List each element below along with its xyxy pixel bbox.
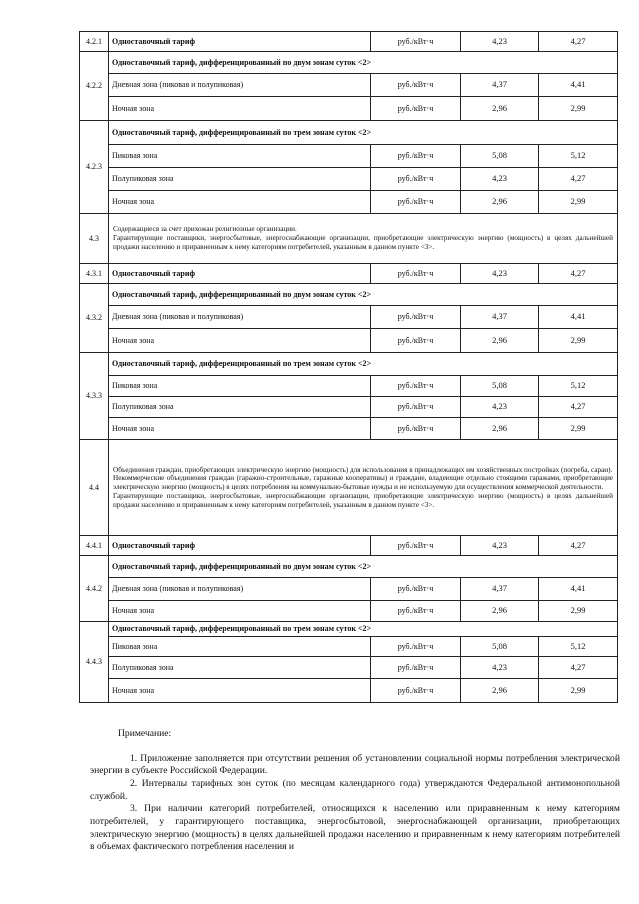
- value-period-2: 5,12: [539, 376, 618, 397]
- tariff-name: Одноставочный тариф: [109, 32, 371, 52]
- value-period-1: 4,37: [461, 74, 539, 97]
- value-period-2: 2,99: [539, 97, 618, 121]
- row-code: 4.3.3: [80, 353, 109, 440]
- table-row: [80, 376, 618, 397]
- tariff-name: Ночная зона: [109, 418, 371, 440]
- table-row: [80, 578, 618, 601]
- table-row: [80, 536, 618, 556]
- tariff-name: Пиковая зона: [109, 637, 371, 657]
- value-period-1: 2,96: [461, 601, 539, 622]
- unit-cell: руб./кВт·ч: [371, 637, 461, 657]
- value-period-1: 4,23: [461, 264, 539, 284]
- table-row: [80, 329, 618, 353]
- value-period-1: 4,23: [461, 657, 539, 679]
- tariff-name: Полупиковая зона: [109, 397, 371, 418]
- value-period-2: 4,27: [539, 397, 618, 418]
- tariff-name: Ночная зона: [109, 601, 371, 622]
- value-period-1: 2,96: [461, 679, 539, 703]
- row-code: 4.2.1: [80, 32, 109, 52]
- unit-cell: руб./кВт·ч: [371, 306, 461, 329]
- table-row: [80, 679, 618, 703]
- row-code: 4.4.1: [80, 536, 109, 556]
- value-period-1: 4,37: [461, 306, 539, 329]
- table-row: [80, 637, 618, 657]
- unit-cell: руб./кВт·ч: [371, 97, 461, 121]
- tariff-group-header: Одноставочный тариф, дифференцированный по трем зонам суток <2>: [109, 121, 618, 145]
- notes-section: [90, 728, 620, 854]
- unit-cell: руб./кВт·ч: [371, 264, 461, 284]
- row-code: 4.2.2: [80, 52, 109, 121]
- tariff-name: Полупиковая зона: [109, 657, 371, 679]
- tariff-name: Ночная зона: [109, 191, 371, 214]
- value-period-1: 2,96: [461, 191, 539, 214]
- tariff-table: [79, 31, 618, 703]
- value-period-1: 4,23: [461, 536, 539, 556]
- description-paragraph: Содержащиеся за счет прихожан религиозные организации.: [113, 225, 297, 234]
- unit-cell: руб./кВт·ч: [371, 191, 461, 214]
- value-period-1: 4,23: [461, 397, 539, 418]
- value-period-2: 2,99: [539, 679, 618, 703]
- tariff-name: Ночная зона: [109, 329, 371, 353]
- unit-cell: руб./кВт·ч: [371, 74, 461, 97]
- table-row: [80, 622, 618, 637]
- note-2: 2. Интервалы тарифных зон суток (по месяцам календарного года) утверждаются Федеральной антимонопольной службой.: [90, 777, 620, 802]
- tariff-name: Одноставочный тариф: [109, 264, 371, 284]
- category-description: [109, 440, 618, 536]
- unit-cell: руб./кВт·ч: [371, 679, 461, 703]
- tariff-name: Ночная зона: [109, 97, 371, 121]
- tariff-group-header: Одноставочный тариф, дифференцированный по трем зонам суток <2>: [109, 622, 618, 637]
- tariff-name: Полупиковая зона: [109, 168, 371, 191]
- value-period-1: 2,96: [461, 418, 539, 440]
- value-period-2: 5,12: [539, 145, 618, 168]
- table-row: [80, 145, 618, 168]
- table-row: [80, 191, 618, 214]
- value-period-2: 4,41: [539, 74, 618, 97]
- table-row: [80, 657, 618, 679]
- tariff-group-header: Одноставочный тариф, дифференцированный по трем зонам суток <2>: [109, 353, 618, 376]
- row-code: 4.4: [80, 440, 109, 536]
- unit-cell: руб./кВт·ч: [371, 329, 461, 353]
- value-period-2: 4,27: [539, 264, 618, 284]
- tariff-name: Одноставочный тариф: [109, 536, 371, 556]
- value-period-2: 2,99: [539, 601, 618, 622]
- tariff-group-header: Одноставочный тариф, дифференцированный по двум зонам суток <2>: [109, 284, 618, 306]
- description-paragraph: Гарантирующие поставщики, энергосбытовые, энергоснабжающие организации, приобретающие электрическую энергию (мощность) в целях дальнейшей продажи населению и приравненным к нему категориям потребителей, указанным в данном пункте <3>.: [113, 234, 613, 251]
- note-1: 1. Приложение заполняется при отсутствии решения об установлении социальной нормы потребления электрической энергии в субъекте Российской Федерации.: [90, 752, 620, 777]
- value-period-2: 2,99: [539, 329, 618, 353]
- row-code: 4.2.3: [80, 121, 109, 214]
- unit-cell: руб./кВт·ч: [371, 536, 461, 556]
- row-code: 4.3.2: [80, 284, 109, 353]
- table-row: [80, 52, 618, 74]
- table-row: [80, 556, 618, 578]
- category-description: [109, 214, 618, 264]
- note-3: 3. При наличии категорий потребителей, относящихся к населению или приравненным к нему категориям потребителей, у гарантирующего поставщика, энергосбытовой, энергоснабжающей организации, приобретающих электрическую энергию (мощность) в целях дальнейшей продажи населению и приравненным к нему категориям потребителей в объемах фактического потребления населения и: [90, 803, 620, 853]
- description-paragraph: Некоммерческие объединения граждан (гаражно-строительные, гаражные кооперативы) и граждане, владеющие отдельно стоящими гаражами, приобретающие электрическую энергию (мощность) в целях потребления на коммунально-бытовые нужды и не используемую для осуществления коммерческой деятельности.: [113, 474, 613, 492]
- value-period-2: 4,27: [539, 536, 618, 556]
- tariff-name: Дневная зона (пиковая и полупиковая): [109, 306, 371, 329]
- value-period-2: 2,99: [539, 418, 618, 440]
- value-period-1: 2,96: [461, 97, 539, 121]
- value-period-1: 5,08: [461, 376, 539, 397]
- tariff-group-header: Одноставочный тариф, дифференцированный по двум зонам суток <2>: [109, 556, 618, 578]
- unit-cell: руб./кВт·ч: [371, 578, 461, 601]
- unit-cell: руб./кВт·ч: [371, 376, 461, 397]
- table-row: [80, 168, 618, 191]
- value-period-1: 5,08: [461, 145, 539, 168]
- notes-title: Примечание:: [118, 728, 172, 739]
- value-period-1: 2,96: [461, 329, 539, 353]
- value-period-1: 4,23: [461, 168, 539, 191]
- unit-cell: руб./кВт·ч: [371, 657, 461, 679]
- tariff-name: Пиковая зона: [109, 145, 371, 168]
- table-row: [80, 97, 618, 121]
- value-period-2: 4,27: [539, 657, 618, 679]
- value-period-1: 5,08: [461, 637, 539, 657]
- unit-cell: руб./кВт·ч: [371, 397, 461, 418]
- value-period-2: 4,27: [539, 168, 618, 191]
- row-code: 4.3: [80, 214, 109, 264]
- tariff-name: Ночная зона: [109, 679, 371, 703]
- tariff-name: Дневная зона (пиковая и полупиковая): [109, 578, 371, 601]
- value-period-2: 2,99: [539, 191, 618, 214]
- table-row: [80, 601, 618, 622]
- row-code: 4.4.2: [80, 556, 109, 622]
- table-row: [80, 418, 618, 440]
- value-period-2: 4,27: [539, 32, 618, 52]
- table-row: [80, 353, 618, 376]
- table-row: [80, 74, 618, 97]
- unit-cell: руб./кВт·ч: [371, 145, 461, 168]
- tariff-group-header: Одноставочный тариф, дифференцированный по двум зонам суток <2>: [109, 52, 618, 74]
- tariff-name: Пиковая зона: [109, 376, 371, 397]
- value-period-1: 4,23: [461, 32, 539, 52]
- row-code: 4.4.3: [80, 622, 109, 703]
- value-period-1: 4,37: [461, 578, 539, 601]
- tariff-table-body: [80, 32, 618, 703]
- description-paragraph: Гарантирующие поставщики, энергосбытовые, энергоснабжающие организации, приобретающие электрическую энергию (мощность) в целях дальнейшей продажи населению и приравненным к нему категориям потребителей, указанным в данном пункте <3>.: [113, 491, 613, 509]
- table-row: [80, 121, 618, 145]
- row-code: 4.3.1: [80, 264, 109, 284]
- table-row: [80, 264, 618, 284]
- table-row: [80, 306, 618, 329]
- value-period-2: 4,41: [539, 578, 618, 601]
- value-period-2: 5,12: [539, 637, 618, 657]
- table-row: [80, 32, 618, 52]
- table-row: [80, 440, 618, 536]
- value-period-2: 4,41: [539, 306, 618, 329]
- unit-cell: руб./кВт·ч: [371, 32, 461, 52]
- unit-cell: руб./кВт·ч: [371, 418, 461, 440]
- table-row: [80, 284, 618, 306]
- tariff-name: Дневная зона (пиковая и полупиковая): [109, 74, 371, 97]
- unit-cell: руб./кВт·ч: [371, 168, 461, 191]
- table-row: [80, 397, 618, 418]
- description-paragraph: Объединения граждан, приобретающих электрическую энергию (мощность) для использования в принадлежащих им хозяйственных постройках (погреба, сараи).: [113, 465, 613, 474]
- table-row: [80, 214, 618, 264]
- unit-cell: руб./кВт·ч: [371, 601, 461, 622]
